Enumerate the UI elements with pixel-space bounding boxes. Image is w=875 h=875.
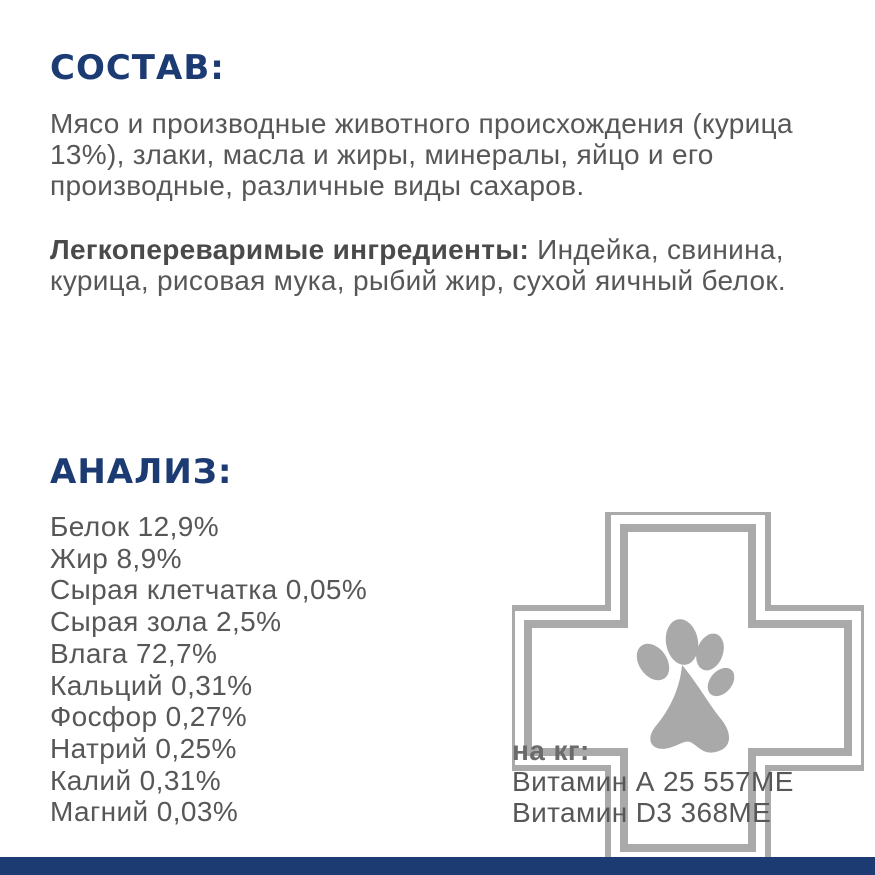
analysis-list [50,511,367,828]
analysis-item: Фосфор 0,27% [50,701,248,733]
vitamin-item: Витамин А 25 557МЕ [512,766,794,797]
analysis-item: Сырая зола 2,5% [50,606,282,638]
analysis-heading: АНАЛИЗ: [50,452,233,492]
vitamin-item: Витамин D3 368МЕ [512,797,772,828]
vitamins-header: на кг: [512,735,590,766]
analysis-item: Белок 12,9% [50,511,220,542]
analysis-item: Магний 0,03% [50,796,239,828]
ingredients-paragraph [50,234,850,296]
vitamins-block [512,735,872,828]
analysis-item: Влага 72,7% [50,637,218,669]
analysis-item: Жир 8,9% [50,542,182,574]
analysis-item: Кальций 0,31% [50,669,253,701]
ingredients-text: Индейка, свинина, курица, рисовая мука, рыбий жир, сухой яичный белок. [50,234,786,296]
ingredients-label: Легкопереваримые ингредиенты: [50,234,530,265]
analysis-item: Натрий 0,25% [50,732,237,764]
analysis-item: Калий 0,31% [50,764,222,796]
composition-heading: СОСТАВ: [50,48,225,88]
composition-text: Мясо и производные животного происхождения (курица 13%), злаки, масла и жиры, минералы, яйцо и его производные, различные виды сахаров. [50,108,793,201]
bottom-bar [0,857,875,875]
analysis-item: Сырая клетчатка 0,05% [50,574,368,606]
